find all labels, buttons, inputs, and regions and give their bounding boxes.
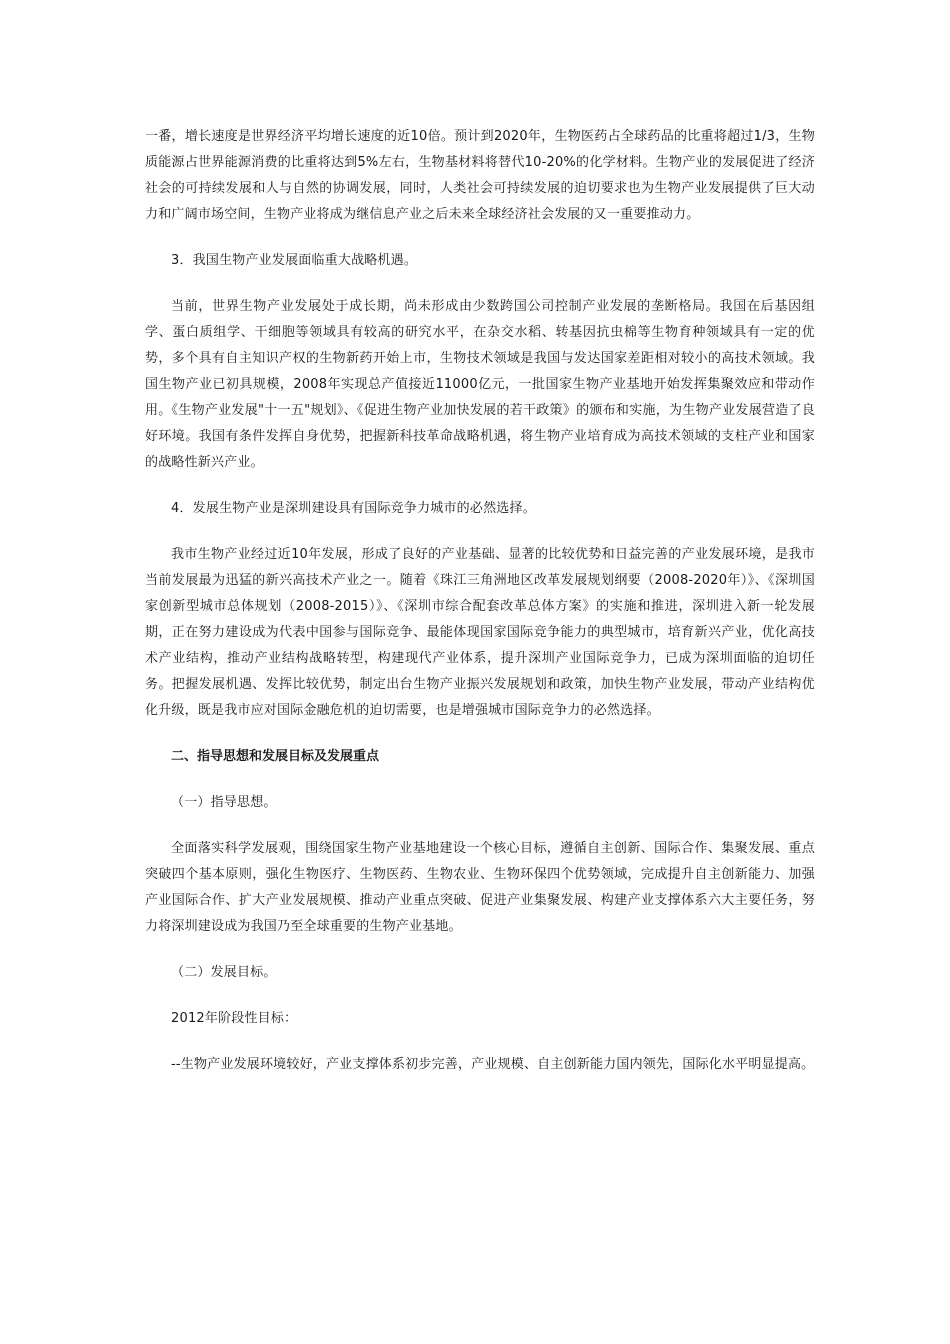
paragraph-growth-outlook: 一番，增长速度是世界经济平均增长速度的近10倍。预计到2020年，生物医药占全球药品的比重将超过1/3，生物质能源占世界能源消费的比重将达到5%左右，生物基材料将替代10-20%的化学材料。生物产业的发展促进了经济社会的可持续发展和人与自然的协调发展，同时，人类社会可持续发展的迫切要求也为生物产业发展提供了巨大动力和广阔市场空间，生物产业将成为继信息产业之后未来全球经济社会发展的又一重要推动力。: [145, 129, 815, 222]
subheading-guiding-ideology: （一）指导思想。: [171, 795, 277, 810]
paragraph-item-4-title: 4．发展生物产业是深圳建设具有国际竞争力城市的必然选择。: [171, 501, 536, 516]
paragraph-shenzhen-choice: 我市生物产业经过近10年发展，形成了良好的产业基础、显著的比较优势和日益完善的产业发展环境，是我市当前发展最为迅猛的新兴高技术产业之一。随着《珠江三角洲地区改革发展规划纲要（2008-2020年）》、《深圳国家创新型城市总体规划（2008-2015）》、《深圳市综合配套改革总体方案》的实施和推进，深圳进入新一轮发展期，正在努力建设成为代表中国参与国际竞争、最能体现国家国际竞争能力的典型城市，培育新兴产业，优化高技术产业结构，推动产业结构战略转型，构建现代产业体系，提升深圳产业国际竞争力，已成为深圳面临的迫切任务。把握发展机遇、发挥比较优势，制定出台生物产业振兴发展规划和政策，加快生物产业发展，带动产业结构优化升级，既是我市应对国际金融危机的迫切需要，也是增强城市国际竞争力的必然选择。: [145, 547, 815, 718]
document-body: [145, 124, 815, 1098]
paragraph-item-3-title: 3．我国生物产业发展面临重大战略机遇。: [171, 253, 418, 268]
paragraph-national-opportunity: 当前，世界生物产业发展处于成长期，尚未形成由少数跨国公司控制产业发展的垄断格局。我国在后基因组学、蛋白质组学、干细胞等领域具有较高的研究水平，在杂交水稻、转基因抗虫棉等生物育种领域具有一定的优势，多个具有自主知识产权的生物新药开始上市，生物技术领域是我国与发达国家差距相对较小的高技术领域。我国生物产业已初具规模，2008年实现总产值接近11000亿元，一批国家生物产业基地开始发挥集聚效应和带动作用。《生物产业发展"十一五"规划》、《促进生物产业加快发展的若干政策》的颁布和实施，为生物产业发展营造了良好环境。我国有条件发挥自身优势，把握新科技革命战略机遇，将生物产业培育成为高技术领域的支柱产业和国家的战略性新兴产业。: [145, 299, 815, 470]
paragraph-2012-goal-item: --生物产业发展环境较好，产业支撑体系初步完善，产业规模、自主创新能力国内领先，国际化水平明显提高。: [171, 1057, 815, 1072]
subheading-development-goals: （二）发展目标。: [171, 965, 277, 980]
section-heading-2: 二、指导思想和发展目标及发展重点: [171, 749, 380, 764]
subheading-2012-goals: 2012年阶段性目标：: [171, 1011, 298, 1026]
paragraph-guiding-ideology: 全面落实科学发展观，围绕国家生物产业基地建设一个核心目标，遵循自主创新、国际合作、集聚发展、重点突破四个基本原则，强化生物医疗、生物医药、生物农业、生物环保四个优势领域，完成提升自主创新能力、加强产业国际合作、扩大产业发展规模、推动产业重点突破、促进产业集聚发展、构建产业支撑体系六大主要任务，努力将深圳建设成为我国乃至全球重要的生物产业基地。: [145, 841, 815, 934]
